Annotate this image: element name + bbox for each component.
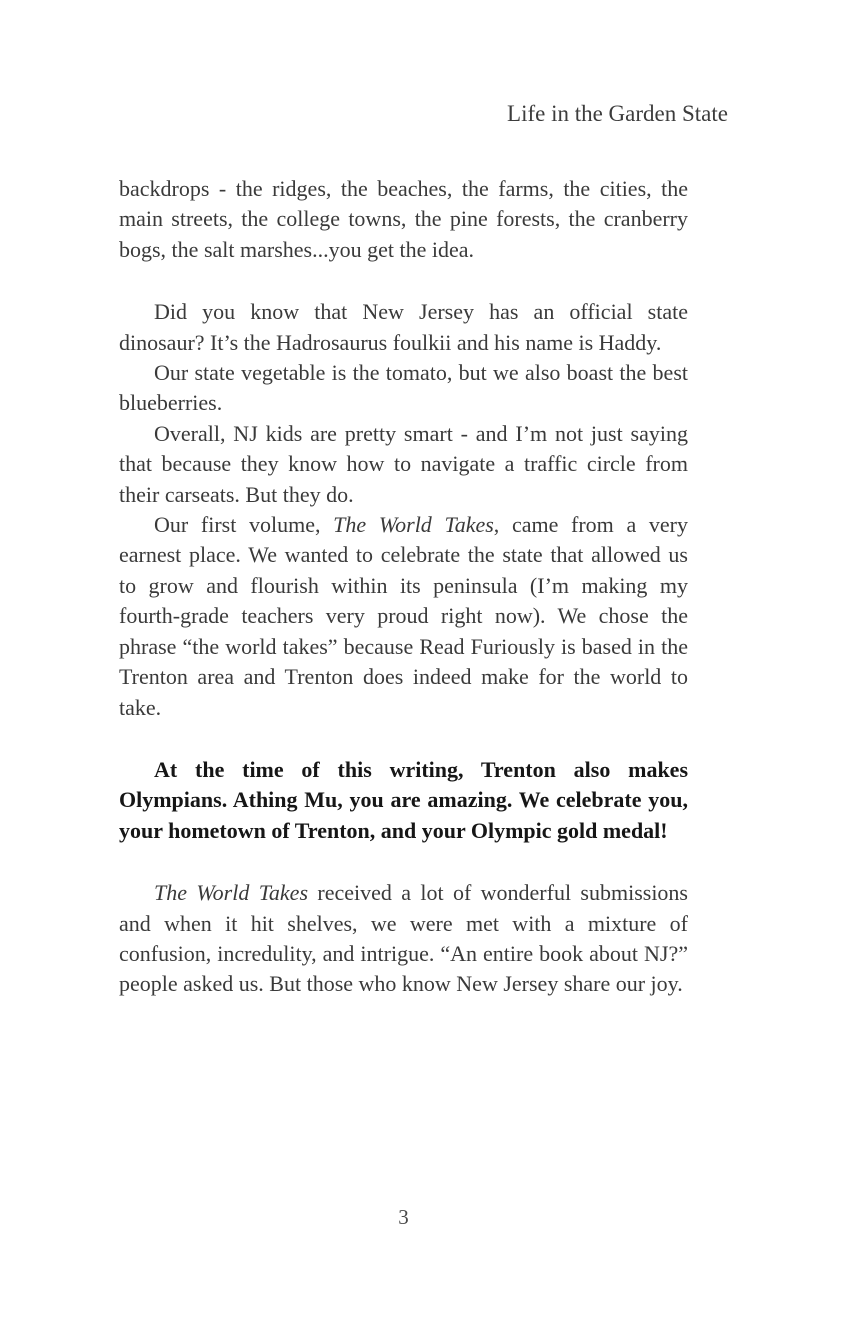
paragraph-olympians <box>119 755 688 846</box>
paragraph-nj-kids <box>119 419 688 510</box>
running-header: Life in the Garden State <box>507 101 728 126</box>
text-run: Did you know that New Jersey has an official state dinosaur? It’s the Hadrosaurus foulkii and his name is Haddy. <box>119 299 688 355</box>
page-body <box>119 174 688 1000</box>
text-run: Our first volume, <box>154 512 334 538</box>
paragraph-first-volume <box>119 510 688 723</box>
page-number: 3 <box>398 1205 409 1229</box>
paragraph-vegetable <box>119 358 688 419</box>
book-title-italic: The World Takes <box>154 880 309 906</box>
text-run: received a lot of wonderful submissions and when it hit shelves, we were met with a mixture of confusion, incredulity, and intrigue. “An entire book about NJ?” people asked us. But those who know New Jersey share our joy. <box>119 880 688 997</box>
paragraph-dinosaur <box>119 297 688 358</box>
paragraph-backdrops <box>119 174 688 265</box>
text-run: Overall, NJ kids are pretty smart - and I’m not just saying that because they know how to navigate a traffic circle from their carseats. But they do. <box>119 420 688 507</box>
book-title-italic: The World Takes <box>333 512 494 538</box>
text-run: backdrops - the ridges, the beaches, the farms, the cities, the main streets, the college towns, the pine forests, the cranberry bogs, the salt marshes...you get the idea. <box>119 176 688 262</box>
text-run: , came from a very earnest place. We wanted to celebrate the state that allowed us to grow and flourish within its peninsula (I’m making my fourth-grade teachers very proud right now). We chose the phrase “the world takes” because Read Furiously is based in the Trenton area and Trenton does indeed make for the world to take. <box>119 512 688 720</box>
text-run: Our state vegetable is the tomato, but we also boast the best blueberries. <box>119 360 688 416</box>
paragraph-reception <box>119 878 688 1000</box>
text-run: At the time of this writing, Trenton also makes Olympians. Athing Mu, you are amazing. We celebrate you, your hometown of Trenton, and your Olympic gold medal! <box>119 756 688 843</box>
